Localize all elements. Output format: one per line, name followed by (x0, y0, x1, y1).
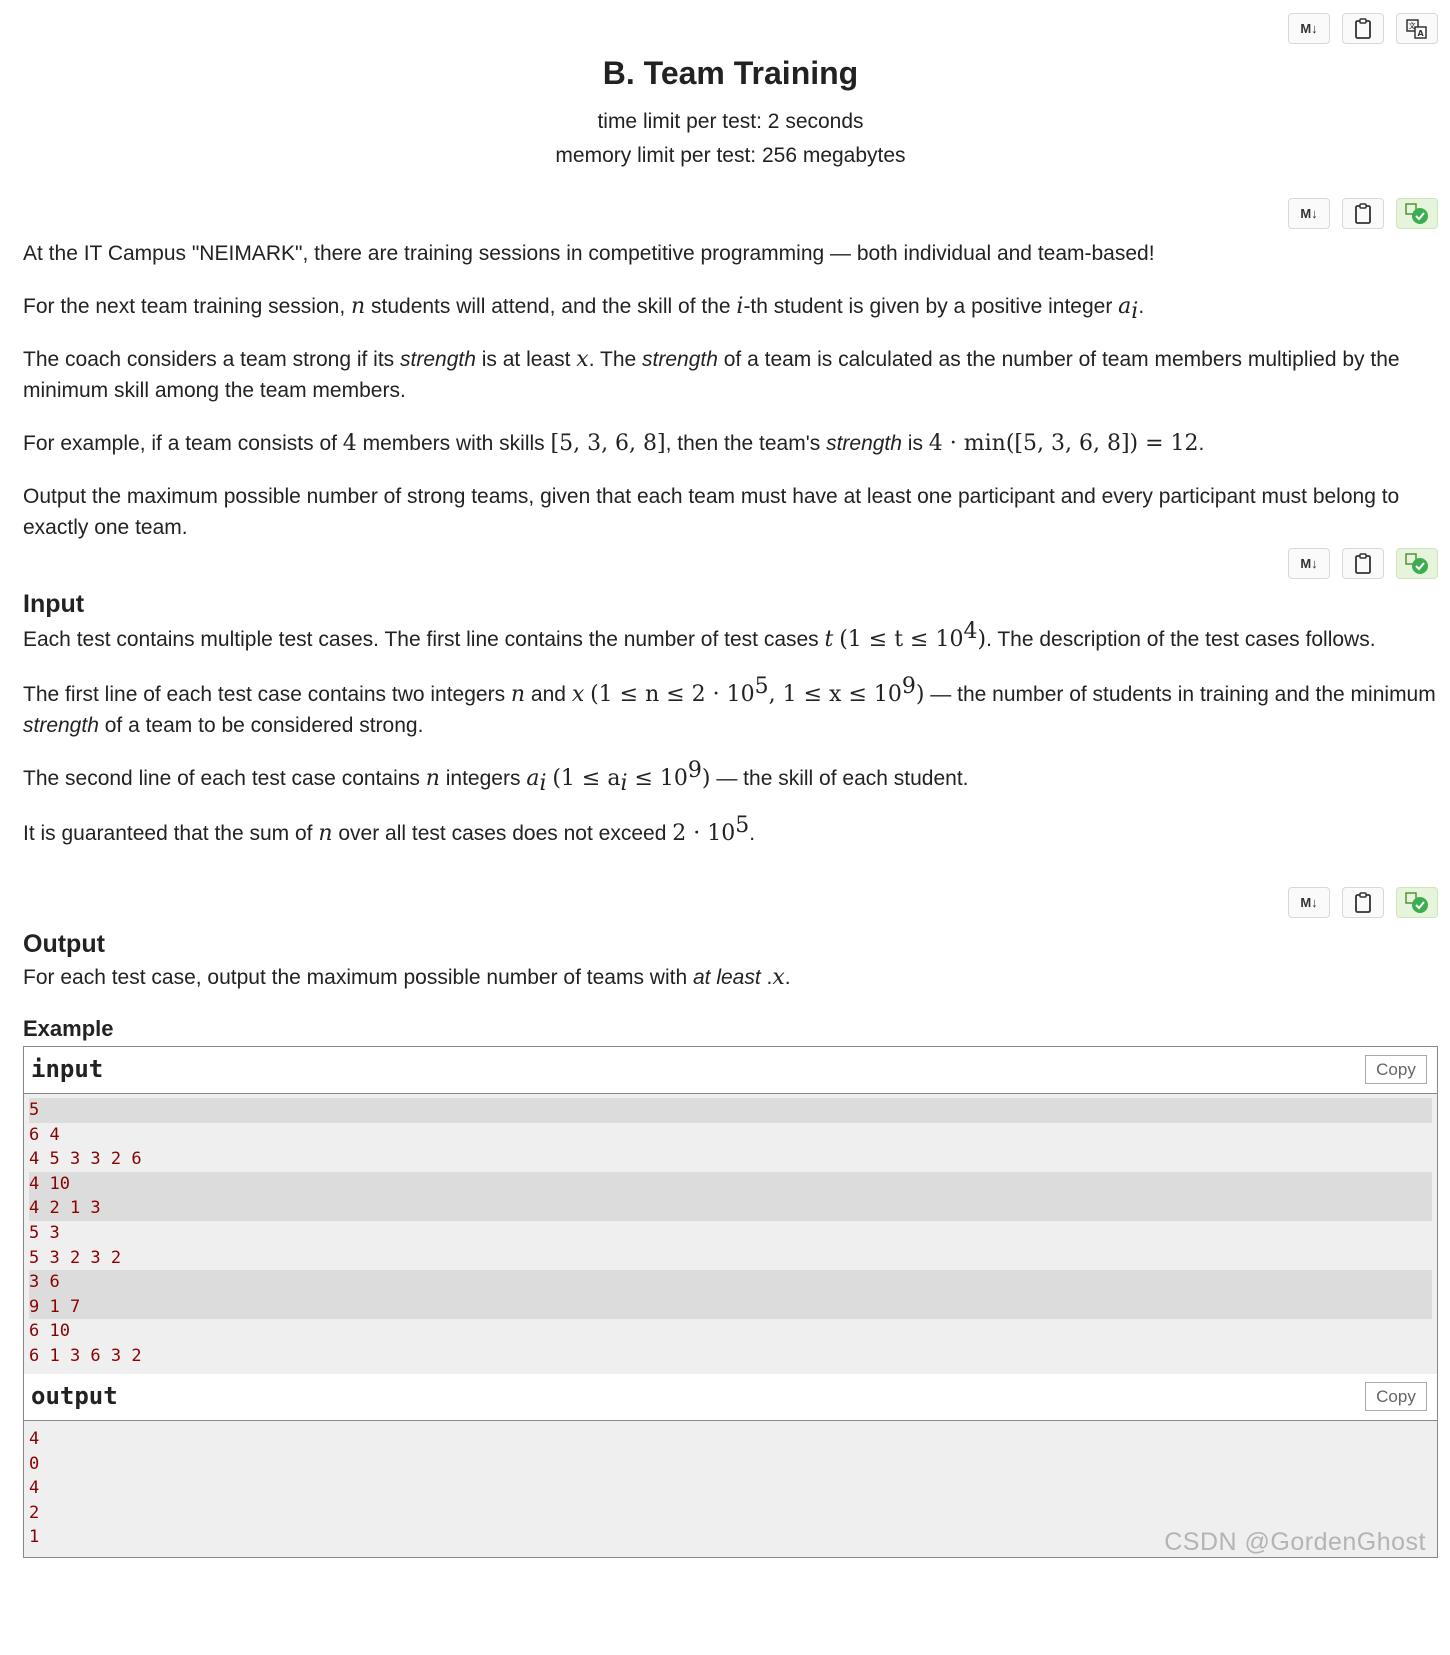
sample-input-line: 4 2 1 3 (29, 1196, 1432, 1221)
sample-input-line: 4 5 3 3 2 6 (29, 1149, 142, 1170)
sample-input-line: 3 6 (29, 1270, 1432, 1295)
clipboard-icon (1354, 892, 1372, 914)
input-paragraph: Each test contains multiple test cases. The first line contains the number of test cases t $(1 \le t \le 10^4)$. The description of the test cases follows. (23, 619, 1376, 652)
translated-check-icon (1403, 891, 1431, 915)
sample-input-line: 6 4 (29, 1124, 60, 1145)
output-heading: Output (23, 930, 105, 958)
example-heading: Example (23, 1016, 114, 1041)
output-specification (23, 928, 1438, 993)
sample-input-header (24, 1047, 1437, 1094)
copy-clipboard-button[interactable] (1342, 198, 1384, 229)
clipboard-icon (1354, 203, 1372, 225)
sample-input-line: 4 10 (29, 1172, 1432, 1197)
translate-icon (1405, 18, 1429, 40)
clipboard-icon (1354, 553, 1372, 575)
sample-input-body (24, 1094, 1437, 1375)
translate-button[interactable] (1396, 13, 1438, 44)
sample-input-line: 5 3 2 3 2 (29, 1247, 122, 1268)
problem-title: B. Team Training (602, 55, 859, 91)
markdown-button[interactable]: M↓ (1288, 887, 1330, 918)
output-toolbar (1288, 887, 1438, 918)
problem-statement (23, 238, 1438, 543)
sample-input-line: 6 1 3 6 3 2 (29, 1345, 142, 1366)
statement-paragraph: For the next team training session, n students will attend, and the skill of the i-th student is given by a positive integer $a_i$. (23, 294, 1145, 325)
sample-output-line: 0 (29, 1453, 40, 1474)
time-limit: time limit per test: 2 seconds (597, 110, 864, 133)
clipboard-icon (1354, 18, 1372, 40)
sample-output-line: 4 (29, 1429, 40, 1449)
sample-output-header (24, 1374, 1437, 1421)
translated-button[interactable] (1396, 198, 1438, 229)
sample-output-line: 1 (29, 1527, 40, 1548)
input-paragraph: The first line of each test case contains two integers n and x ($1 \le n \le 2 \cdot 10^5$, $1 \le x \le 10^9$) — the number of students in training and the minimum strength of a team to be considered strong. (23, 674, 1436, 737)
copy-input-button[interactable]: Copy (1365, 1055, 1427, 1084)
svg-text:文: 文 (1408, 21, 1416, 30)
statement-paragraph: For example, if a team consists of 4 members with skills [5, 3, 6, 8], then the team's strength is 4 · min([5, 3, 6, 8]) = 12. (23, 431, 1205, 456)
problem-header (23, 0, 1438, 173)
translated-button[interactable] (1396, 548, 1438, 579)
header-toolbar (1288, 13, 1438, 44)
statement-toolbar (1288, 198, 1438, 229)
svg-text:A: A (1417, 28, 1424, 38)
translated-button[interactable] (1396, 887, 1438, 918)
input-paragraph: The second line of each test case contains n integers $a_i$ $(1 \le a_i \le 10^9)$ — the skill of each student. (23, 758, 969, 797)
markdown-button[interactable]: M↓ (1288, 13, 1330, 44)
copy-clipboard-button[interactable] (1342, 13, 1384, 44)
watermark: CSDN @GordenGhost (1164, 1528, 1426, 1556)
copy-clipboard-button[interactable] (1342, 887, 1384, 918)
markdown-button[interactable]: M↓ (1288, 548, 1330, 579)
sample-output-line: 2 (29, 1502, 40, 1523)
sample-input-line: 5 3 (29, 1222, 60, 1243)
statement-paragraph: At the IT Campus "NEIMARK", there are training sessions in competitive programming — both individual and team-based! (23, 242, 1155, 265)
input-toolbar (1288, 548, 1438, 579)
memory-limit: memory limit per test: 256 megabytes (555, 144, 906, 167)
sample-input (23, 1046, 1438, 1376)
copy-output-button[interactable]: Copy (1365, 1382, 1427, 1411)
sample-input-line: 6 10 (29, 1321, 70, 1342)
statement-paragraph: Output the maximum possible number of strong teams, given that each team must have at least one participant and every participant must belong to exactly one team. (23, 485, 1400, 539)
copy-clipboard-button[interactable] (1342, 548, 1384, 579)
statement-paragraph: The coach considers a team strong if its strength is at least x. The strength of a team is calculated as the number of team members multiplied by the minimum skill among the team members. (23, 347, 1400, 402)
translated-check-icon (1403, 552, 1431, 576)
sample-output-label: output (31, 1382, 118, 1410)
input-specification (23, 588, 1438, 849)
sample-output-line: 4 (29, 1478, 40, 1499)
sample-input-label: input (31, 1055, 104, 1083)
translated-check-icon (1403, 202, 1431, 226)
input-paragraph: It is guaranteed that the sum of n over all test cases does not exceed $2 \cdot 10^5$. (23, 813, 756, 846)
sample-input-line: 9 1 7 (29, 1295, 1432, 1320)
sample-input-line: 5 (29, 1098, 1432, 1123)
output-paragraph: For each test case, output the maximum possible number of teams with at least .x. (23, 965, 791, 990)
markdown-button[interactable]: M↓ (1288, 198, 1330, 229)
input-heading: Input (23, 590, 85, 618)
